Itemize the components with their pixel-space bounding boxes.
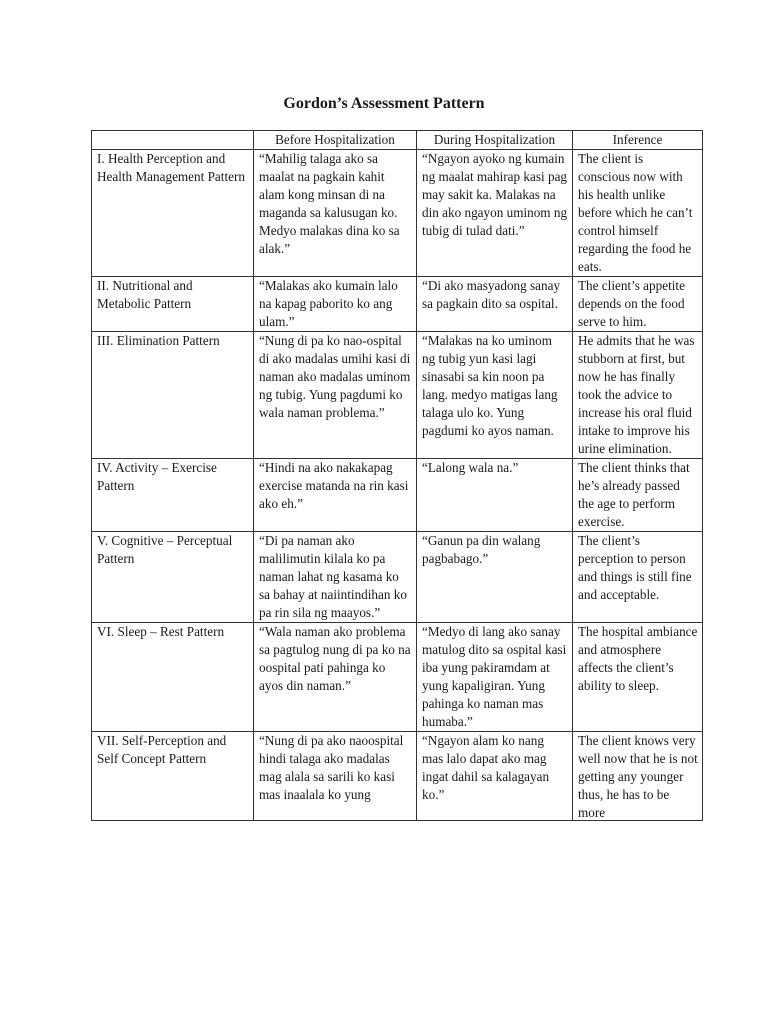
pattern-cell: VI. Sleep – Rest Pattern [92,623,254,732]
before-cell: “Malakas ako kumain lalo na kapag paborito ko ang ulam.” [254,277,417,332]
before-cell: “Nung di pa ko nao-ospital di ako madalas umihi kasi di naman ako madalas uminom ng tubig. Yung pagdumi ko wala naman problema.” [254,332,417,459]
inference-cell: He admits that he was stubborn at first, but now he has finally took the advice to increase his oral fluid intake to improve his urine elimination. [573,332,703,459]
inference-cell: The client is conscious now with his health unlike before which he can’t control himself regarding the food he eats. [573,150,703,277]
pattern-text: VII. Self-Perception and Self Concept Pattern [97,733,227,766]
header-pattern [92,131,254,150]
table-row [92,150,703,277]
pattern-cell: III. Elimination Pattern [92,332,254,459]
before-text: “Nung di pa ako naoospital hindi talaga ako madalas mag alala sa sarili ko kasi mas inaalala ko yung [259,733,404,802]
during-text: “Ngayon alam ko nang mas lalo dapat ako mag ingat dahil sa kalagayan ko.” [422,733,550,802]
during-cell [417,732,573,821]
document-title: Gordon’s Assessment Pattern [283,95,485,112]
header-during-hospitalization: During Hospitalization [417,131,573,150]
inference-cell: The client’s appetite depends on the food serve to him. [573,277,703,332]
table-row [92,459,703,532]
pattern-cell: II. Nutritional and Metabolic Pattern [92,277,254,332]
pattern-cell: V. Cognitive – Perceptual Pattern [92,532,254,623]
during-cell: “Medyo di lang ako sanay matulog dito sa ospital kasi iba yung pakiramdam at yung kapaligiran. Yung pahinga ko naman mas humaba.” [417,623,573,732]
header-inference: Inference [573,131,703,150]
during-cell: “Lalong wala na.” [417,459,573,532]
pattern-cell: I. Health Perception and Health Management Pattern [92,150,254,277]
during-cell: “Malakas na ko uminom ng tubig yun kasi lagi sinasabi sa kin noon pa lang. medyo matigas lang talaga ulo ko. Yung pagdumi ko ayos naman. [417,332,573,459]
during-cell: “Ngayon ayoko ng kumain ng maalat mahirap kasi pag may sakit ka. Malakas na din ako ngayon uminom ng tubig di tulad dati.” [417,150,573,277]
assessment-table [91,130,703,821]
inference-cell: The hospital ambiance and atmosphere affects the client’s ability to sleep. [573,623,703,732]
inference-cell [573,732,703,821]
during-cell: “Di ako masyadong sanay sa pagkain dito sa ospital. [417,277,573,332]
pattern-cell: IV. Activity – Exercise Pattern [92,459,254,532]
before-cell: “Di pa naman ako malilimutin kilala ko pa naman lahat ng kasama ko sa bahay at naiintindihan ko pa rin sila ng maayos.” [254,532,417,623]
header-row [92,131,703,150]
inference-cell: The client’s perception to person and things is still fine and acceptable. [573,532,703,623]
pattern-cell [92,732,254,821]
table-row [92,277,703,332]
inference-cell: The client thinks that he’s already passed the age to perform exercise. [573,459,703,532]
table-row [92,332,703,459]
table-row [92,623,703,732]
table-row [92,532,703,623]
table-row [92,732,703,821]
inference-text: The client knows very well now that he is not getting any younger thus, he has to be more [578,733,698,820]
before-cell [254,732,417,821]
during-cell: “Ganun pa din walang pagbabago.” [417,532,573,623]
header-before-hospitalization: Before Hospitalization [254,131,417,150]
before-cell: “Wala naman ako problema sa pagtulog nung di pa ko na oospital pati pahinga ko ayos din naman.” [254,623,417,732]
before-cell: “Hindi na ako nakakapag exercise matanda na rin kasi ako eh.” [254,459,417,532]
before-cell: “Mahilig talaga ako sa maalat na pagkain kahit alam kong minsan di na maganda sa kalusugan ko. Medyo malakas dina ko sa alak.” [254,150,417,277]
